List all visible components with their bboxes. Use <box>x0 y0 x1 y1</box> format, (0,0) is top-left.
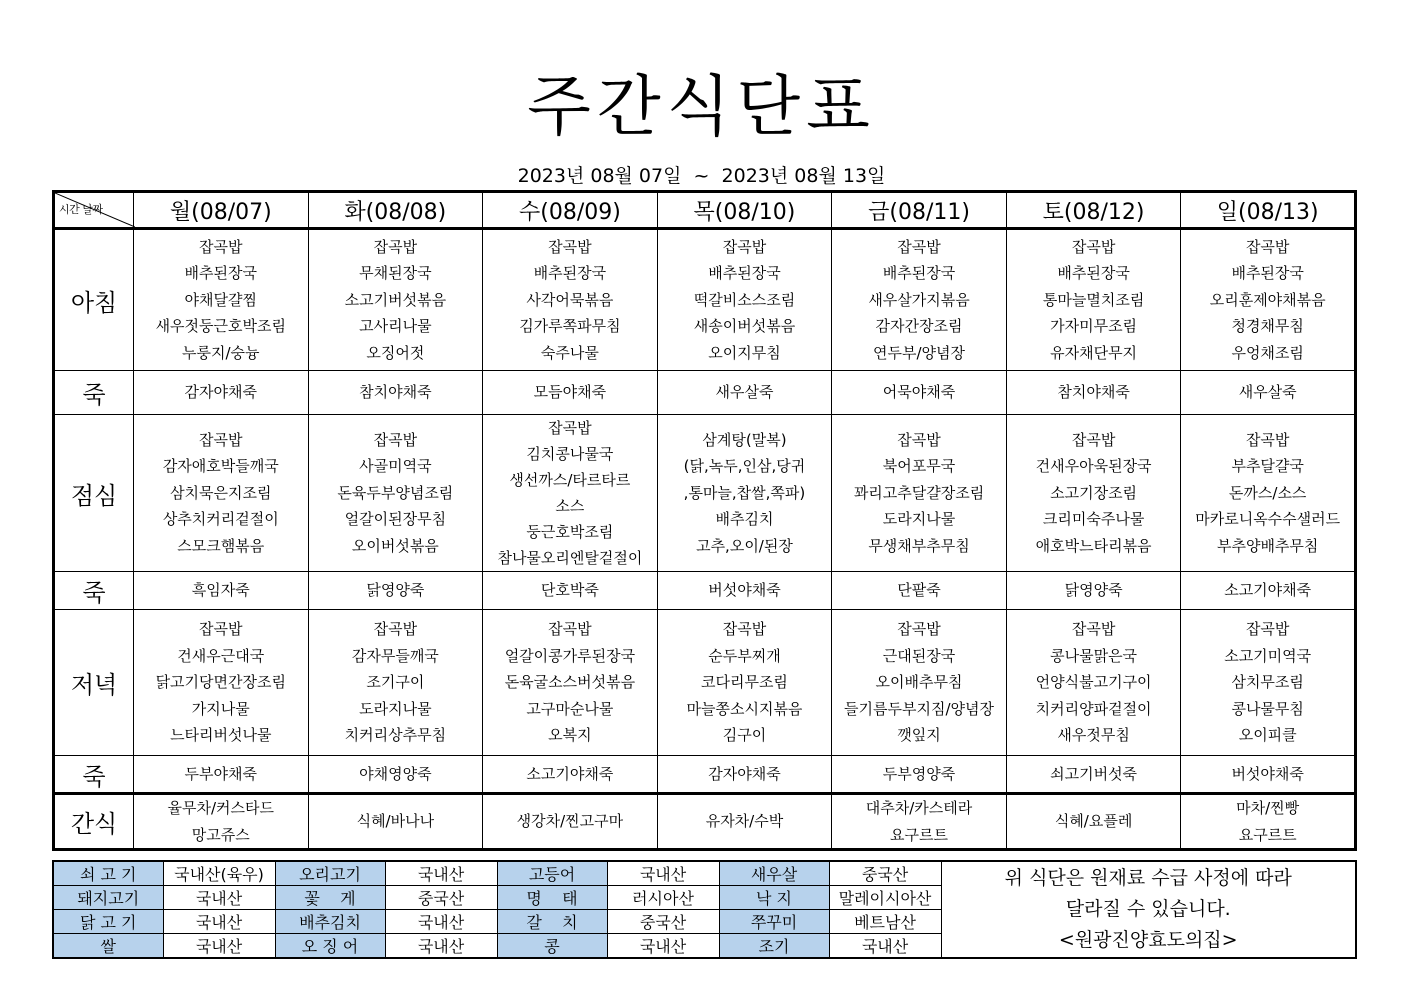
menu-item: 오이배추무침 <box>875 673 963 692</box>
menu-item: 참치야채죽 <box>1057 383 1130 402</box>
ingredient-name: 고등어 <box>497 861 607 886</box>
menu-item: 건새우아욱된장국 <box>1035 457 1152 476</box>
menu-item: 닭영양죽 <box>1064 581 1123 600</box>
origin-country: 국내산(육우) <box>163 861 275 886</box>
menu-item: 잡곡밥 <box>722 237 767 256</box>
menu-item: 요구르트 <box>890 825 949 844</box>
menu-item: 잡곡밥 <box>199 430 243 449</box>
origin-country: 국내산 <box>163 886 275 910</box>
menu-item: 잡곡밥 <box>1245 237 1290 256</box>
menu-item: 고사리나물 <box>359 317 432 336</box>
origin-row <box>53 861 1356 886</box>
menu-cell <box>1181 572 1356 610</box>
menu-item: 새우살가지볶음 <box>868 290 970 309</box>
menu-cell <box>1181 229 1356 371</box>
menu-item: 사골미역국 <box>359 457 432 476</box>
meal-label: 점심 <box>54 415 134 572</box>
menu-item: 새우젓무침 <box>1057 726 1130 745</box>
menu-item: 우엉채조림 <box>1231 343 1304 362</box>
menu-item: 크리미숙주나물 <box>1042 510 1145 529</box>
menu-item: 치커리양파겉절이 <box>1035 699 1152 718</box>
menu-item: 버섯야채죽 <box>1231 764 1304 783</box>
menu-cell <box>483 572 658 610</box>
meal-label: 아침 <box>54 229 134 371</box>
menu-item: 꽈리고추달걀장조림 <box>853 483 985 502</box>
menu-cell <box>1181 371 1356 415</box>
menu-item: 감자무들깨국 <box>351 646 439 665</box>
notice-line: <원광진양효도의집> <box>1058 929 1238 951</box>
menu-item: 배추된장국 <box>1057 264 1130 283</box>
weekly-menu-table <box>52 190 1357 851</box>
menu-item: 부추양배추무침 <box>1216 536 1319 555</box>
menu-item: 흑임자죽 <box>191 581 250 600</box>
menu-item: 코다리무조림 <box>700 673 788 692</box>
menu-cell <box>308 610 483 756</box>
menu-item: 깻잎지 <box>897 726 941 745</box>
menu-item: 마카로니옥수수샐러드 <box>1195 510 1341 529</box>
menu-item: 잡곡밥 <box>373 430 418 449</box>
origin-country: 국내산 <box>163 934 275 959</box>
menu-item: 어묵야채죽 <box>882 383 956 402</box>
menu-item: 고구마순나물 <box>526 699 614 718</box>
menu-item: 소고기야채죽 <box>1224 581 1312 600</box>
menu-cell <box>1006 756 1181 794</box>
origin-country: 국내산 <box>607 934 719 959</box>
menu-item: 가지나물 <box>191 699 250 718</box>
menu-item: 돈까스/소스 <box>1228 483 1307 502</box>
menu-item: 언양식불고기구이 <box>1035 673 1152 692</box>
menu-item: 감자야채죽 <box>708 764 781 783</box>
menu-item: 잡곡밥 <box>548 419 592 437</box>
ingredient-name: 갈 치 <box>497 910 607 934</box>
menu-item: 떡갈비소스조림 <box>693 290 796 309</box>
meal-row <box>54 610 1356 756</box>
origin-country: 중국산 <box>829 861 941 886</box>
origin-country: 국내산 <box>385 934 497 959</box>
origin-country: 말레이시아산 <box>829 886 941 910</box>
menu-cell <box>657 572 832 610</box>
ingredient-name: 꽃 게 <box>275 886 385 910</box>
menu-cell <box>483 610 658 756</box>
origin-country: 국내산 <box>829 934 941 959</box>
menu-item: 얼갈이콩가루된장국 <box>504 646 636 665</box>
meal-row <box>54 756 1356 794</box>
menu-cell <box>832 229 1007 371</box>
meal-row <box>54 415 1356 572</box>
menu-item: 감자간장조림 <box>875 317 963 336</box>
menu-cell <box>134 371 309 415</box>
menu-item: 마늘쫑소시지볶음 <box>686 699 803 718</box>
menu-item: 청경채무침 <box>1231 317 1304 336</box>
menu-item: 둥근호박조림 <box>526 523 614 541</box>
menu-cell <box>657 794 832 850</box>
ingredient-name: 돼지고기 <box>53 886 163 910</box>
menu-cell <box>1181 756 1356 794</box>
meal-row <box>54 371 1356 415</box>
menu-item: 김치콩나물국 <box>526 445 614 463</box>
menu-cell <box>832 610 1007 756</box>
menu-item: 오이버섯볶음 <box>351 536 439 555</box>
origin-country: 중국산 <box>385 886 497 910</box>
menu-item: 단팥죽 <box>897 581 941 600</box>
origin-country: 베트남산 <box>829 910 941 934</box>
menu-item: 야채영양죽 <box>359 764 432 783</box>
ingredient-name: 닭 고 기 <box>53 910 163 934</box>
menu-cell <box>657 229 832 371</box>
menu-cell <box>134 415 309 572</box>
menu-item: 닭영양죽 <box>366 581 425 600</box>
menu-item: 감자야채죽 <box>184 383 257 402</box>
menu-cell <box>657 756 832 794</box>
origin-country: 러시아산 <box>607 886 719 910</box>
menu-item: 스모크햄볶음 <box>177 536 265 555</box>
meal-row <box>54 572 1356 610</box>
menu-item: 통마늘멸치조림 <box>1042 290 1145 309</box>
meal-label: 죽 <box>54 756 134 794</box>
day-header: 금(08/11) <box>832 192 1007 229</box>
menu-item: 순두부찌개 <box>708 646 781 665</box>
menu-item: 식혜/바나나 <box>356 812 435 831</box>
menu-item: 북어포무국 <box>882 457 956 476</box>
menu-cell <box>134 794 309 850</box>
menu-item: 마차/찐빵 <box>1236 799 1300 817</box>
menu-item: 잡곡밥 <box>1071 620 1116 639</box>
menu-item: 잡곡밥 <box>1071 430 1116 449</box>
menu-item: ,통마늘,찹쌀,쪽파) <box>683 483 806 502</box>
menu-cell <box>1006 610 1181 756</box>
ingredient-name: 새우살 <box>719 861 829 886</box>
menu-cell <box>1181 610 1356 756</box>
menu-item: 야채달걀찜 <box>184 290 257 309</box>
header-row <box>54 192 1356 229</box>
menu-item: 잡곡밥 <box>1071 237 1116 256</box>
meal-label: 간식 <box>54 794 134 850</box>
ingredient-name: 조기 <box>719 934 829 959</box>
menu-item: 식혜/요플레 <box>1054 812 1133 831</box>
menu-item: 생선까스/타르타르 <box>509 471 631 489</box>
menu-item: 김가루쪽파무침 <box>519 317 621 336</box>
corner-time-label: 시간 <box>59 203 80 216</box>
menu-cell <box>308 371 483 415</box>
menu-item: 들기름두부지짐/양념장 <box>844 699 995 718</box>
menu-cell <box>134 610 309 756</box>
date-range: 2023년 08월 07일 ~ 2023년 08월 13일 <box>517 165 886 187</box>
menu-item: 참나물오리엔탈겉절이 <box>497 549 643 567</box>
origin-country: 중국산 <box>607 910 719 934</box>
menu-item: 배추된장국 <box>533 264 607 283</box>
menu-cell <box>1006 415 1181 572</box>
ingredient-name: 오 징 어 <box>275 934 385 959</box>
menu-item: 김구이 <box>722 726 767 745</box>
menu-item: 삼치무조림 <box>1231 673 1304 692</box>
ingredient-name: 쭈꾸미 <box>719 910 829 934</box>
menu-item: 유자채단무지 <box>1050 343 1138 362</box>
menu-cell <box>308 794 483 850</box>
menu-item: 망고쥬스 <box>191 825 250 844</box>
menu-item: 모듬야채죽 <box>533 383 607 402</box>
menu-item: 잡곡밥 <box>897 430 941 449</box>
menu-item: 새송이버섯볶음 <box>693 317 796 336</box>
menu-item: 근대된장국 <box>882 646 956 665</box>
origin-country: 국내산 <box>385 861 497 886</box>
menu-item: 무생채부추무침 <box>868 536 970 555</box>
menu-item: 생강차/찐고구마 <box>516 812 624 831</box>
menu-cell <box>308 415 483 572</box>
menu-cell <box>657 371 832 415</box>
menu-item: 새우젓둥근호박조림 <box>155 317 286 336</box>
origin-country: 국내산 <box>163 910 275 934</box>
menu-item: 돈육두부양념조림 <box>337 483 454 502</box>
origin-country: 국내산 <box>385 910 497 934</box>
menu-item: 부추달걀국 <box>1231 457 1304 476</box>
menu-item: 잡곡밥 <box>548 237 592 256</box>
menu-item: 숙주나물 <box>540 343 599 362</box>
menu-item: 오복지 <box>548 726 592 745</box>
notice-line: 달라질 수 있습니다. <box>1065 898 1231 920</box>
menu-cell <box>657 415 832 572</box>
ingredient-name: 쇠 고 기 <box>53 861 163 886</box>
menu-item: 대추차/카스테라 <box>865 799 973 817</box>
ingredient-name: 오리고기 <box>275 861 385 886</box>
menu-item: 오이피클 <box>1238 726 1297 745</box>
meal-row <box>54 229 1356 371</box>
meal-row <box>54 794 1356 850</box>
menu-item: 잡곡밥 <box>548 620 592 639</box>
menu-item: 새우살죽 <box>1238 383 1297 402</box>
menu-item: 잡곡밥 <box>1245 620 1290 639</box>
menu-item: 얼갈이된장무침 <box>344 510 447 529</box>
menu-cell <box>657 610 832 756</box>
menu-item: 도라지나물 <box>359 699 432 718</box>
menu-cell <box>1181 794 1356 850</box>
menu-item: 애호박느타리볶음 <box>1035 536 1152 555</box>
menu-item: 소고기버섯볶음 <box>344 290 447 309</box>
menu-cell <box>1006 371 1181 415</box>
menu-item: 잡곡밥 <box>897 620 941 639</box>
menu-item: 삼치묵은지조림 <box>170 483 272 502</box>
menu-cell <box>1181 415 1356 572</box>
menu-item: 누룽지/숭늉 <box>182 343 260 362</box>
menu-item: 사각어묵볶음 <box>526 290 614 309</box>
menu-item: 치커리상추무침 <box>344 726 447 745</box>
menu-item: 배추된장국 <box>1231 264 1304 283</box>
menu-item: 배추된장국 <box>882 264 956 283</box>
menu-item: 건새우근대국 <box>177 646 265 665</box>
menu-item: 잡곡밥 <box>373 620 418 639</box>
menu-cell <box>308 756 483 794</box>
menu-item: 단호박죽 <box>540 581 599 600</box>
day-header: 화(08/08) <box>308 192 483 229</box>
ingredient-name: 콩 <box>497 934 607 959</box>
menu-cell <box>308 229 483 371</box>
menu-item: 배추김치 <box>715 510 774 529</box>
menu-cell <box>1006 794 1181 850</box>
menu-cell <box>134 572 309 610</box>
menu-item: 잡곡밥 <box>199 620 243 639</box>
page-title: 주간식단표 <box>527 68 876 145</box>
menu-item: 돈육굴소스버섯볶음 <box>504 673 636 692</box>
menu-item: 도라지나물 <box>882 510 956 529</box>
menu-cell <box>483 229 658 371</box>
ingredient-name: 배추김치 <box>275 910 385 934</box>
menu-item: 잡곡밥 <box>722 620 767 639</box>
origin-table <box>52 860 1357 959</box>
ingredient-name: 낙 지 <box>719 886 829 910</box>
corner-cell <box>54 192 134 229</box>
menu-body <box>54 229 1356 850</box>
menu-item: 잡곡밥 <box>897 237 941 256</box>
menu-item: (닭,녹두,인삼,당귀 <box>683 457 806 476</box>
menu-item: 유자차/수박 <box>705 812 784 831</box>
menu-item: 삼계탕(말복) <box>702 430 787 449</box>
menu-item: 잡곡밥 <box>199 237 243 256</box>
menu-item: 연두부/양념장 <box>873 343 966 362</box>
meal-label: 죽 <box>54 572 134 610</box>
menu-item: 감자애호박들깨국 <box>162 457 279 476</box>
menu-item: 오징어젓 <box>366 343 425 362</box>
meal-label: 죽 <box>54 371 134 415</box>
menu-item: 소고기장조림 <box>1050 483 1138 502</box>
menu-cell <box>832 415 1007 572</box>
menu-cell <box>1006 572 1181 610</box>
day-header: 수(08/09) <box>483 192 658 229</box>
menu-item: 오리훈제야채볶음 <box>1209 290 1326 309</box>
menu-item: 무채된장국 <box>359 264 432 283</box>
menu-cell <box>134 229 309 371</box>
menu-item: 배추된장국 <box>184 264 257 283</box>
menu-cell <box>483 756 658 794</box>
menu-item: 닭고기당면간장조림 <box>155 673 286 692</box>
menu-cell <box>832 756 1007 794</box>
day-header: 토(08/12) <box>1006 192 1181 229</box>
menu-item: 콩나물무침 <box>1231 699 1304 718</box>
menu-item: 새우살죽 <box>715 383 774 402</box>
day-header: 일(08/13) <box>1181 192 1356 229</box>
menu-cell <box>483 415 658 572</box>
menu-cell <box>1006 229 1181 371</box>
menu-item: 느타리버섯나물 <box>170 726 272 745</box>
menu-item: 소고기미역국 <box>1224 646 1312 665</box>
day-header: 월(08/07) <box>134 192 309 229</box>
menu-item: 고추,오이/된장 <box>696 536 793 555</box>
menu-item: 조기구이 <box>366 673 425 692</box>
menu-cell <box>832 572 1007 610</box>
corner-date-label: 날짜 <box>82 203 103 216</box>
meal-label: 저녁 <box>54 610 134 756</box>
menu-cell <box>483 794 658 850</box>
origin-body <box>53 861 1356 958</box>
menu-cell <box>134 756 309 794</box>
menu-item: 잡곡밥 <box>1245 430 1290 449</box>
menu-cell <box>483 371 658 415</box>
menu-item: 소고기야채죽 <box>526 764 614 783</box>
menu-item: 오이지무침 <box>708 343 781 362</box>
menu-item: 참치야채죽 <box>359 383 432 402</box>
menu-cell <box>832 371 1007 415</box>
menu-item: 소스 <box>555 497 585 515</box>
menu-cell <box>308 572 483 610</box>
menu-cell <box>832 794 1007 850</box>
menu-item: 콩나물맑은국 <box>1050 646 1138 665</box>
menu-item: 가자미무조림 <box>1050 317 1138 336</box>
menu-item: 배추된장국 <box>708 264 781 283</box>
ingredient-name: 쌀 <box>53 934 163 959</box>
menu-item: 쇠고기버섯죽 <box>1050 764 1138 783</box>
day-header: 목(08/10) <box>657 192 832 229</box>
menu-item: 요구르트 <box>1238 825 1297 844</box>
menu-item: 두부야채죽 <box>184 764 257 783</box>
ingredient-name: 명 태 <box>497 886 607 910</box>
menu-item: 두부영양죽 <box>882 764 956 783</box>
notice-line: 위 식단은 원재료 수급 사정에 따라 <box>1004 867 1292 889</box>
corner-label <box>59 201 103 217</box>
notice <box>941 861 1356 958</box>
menu-item: 버섯야채죽 <box>708 581 781 600</box>
menu-item: 잡곡밥 <box>373 237 418 256</box>
menu-item: 상추치커리겉절이 <box>162 510 279 529</box>
menu-item: 율무차/커스타드 <box>167 799 275 817</box>
origin-country: 국내산 <box>607 861 719 886</box>
